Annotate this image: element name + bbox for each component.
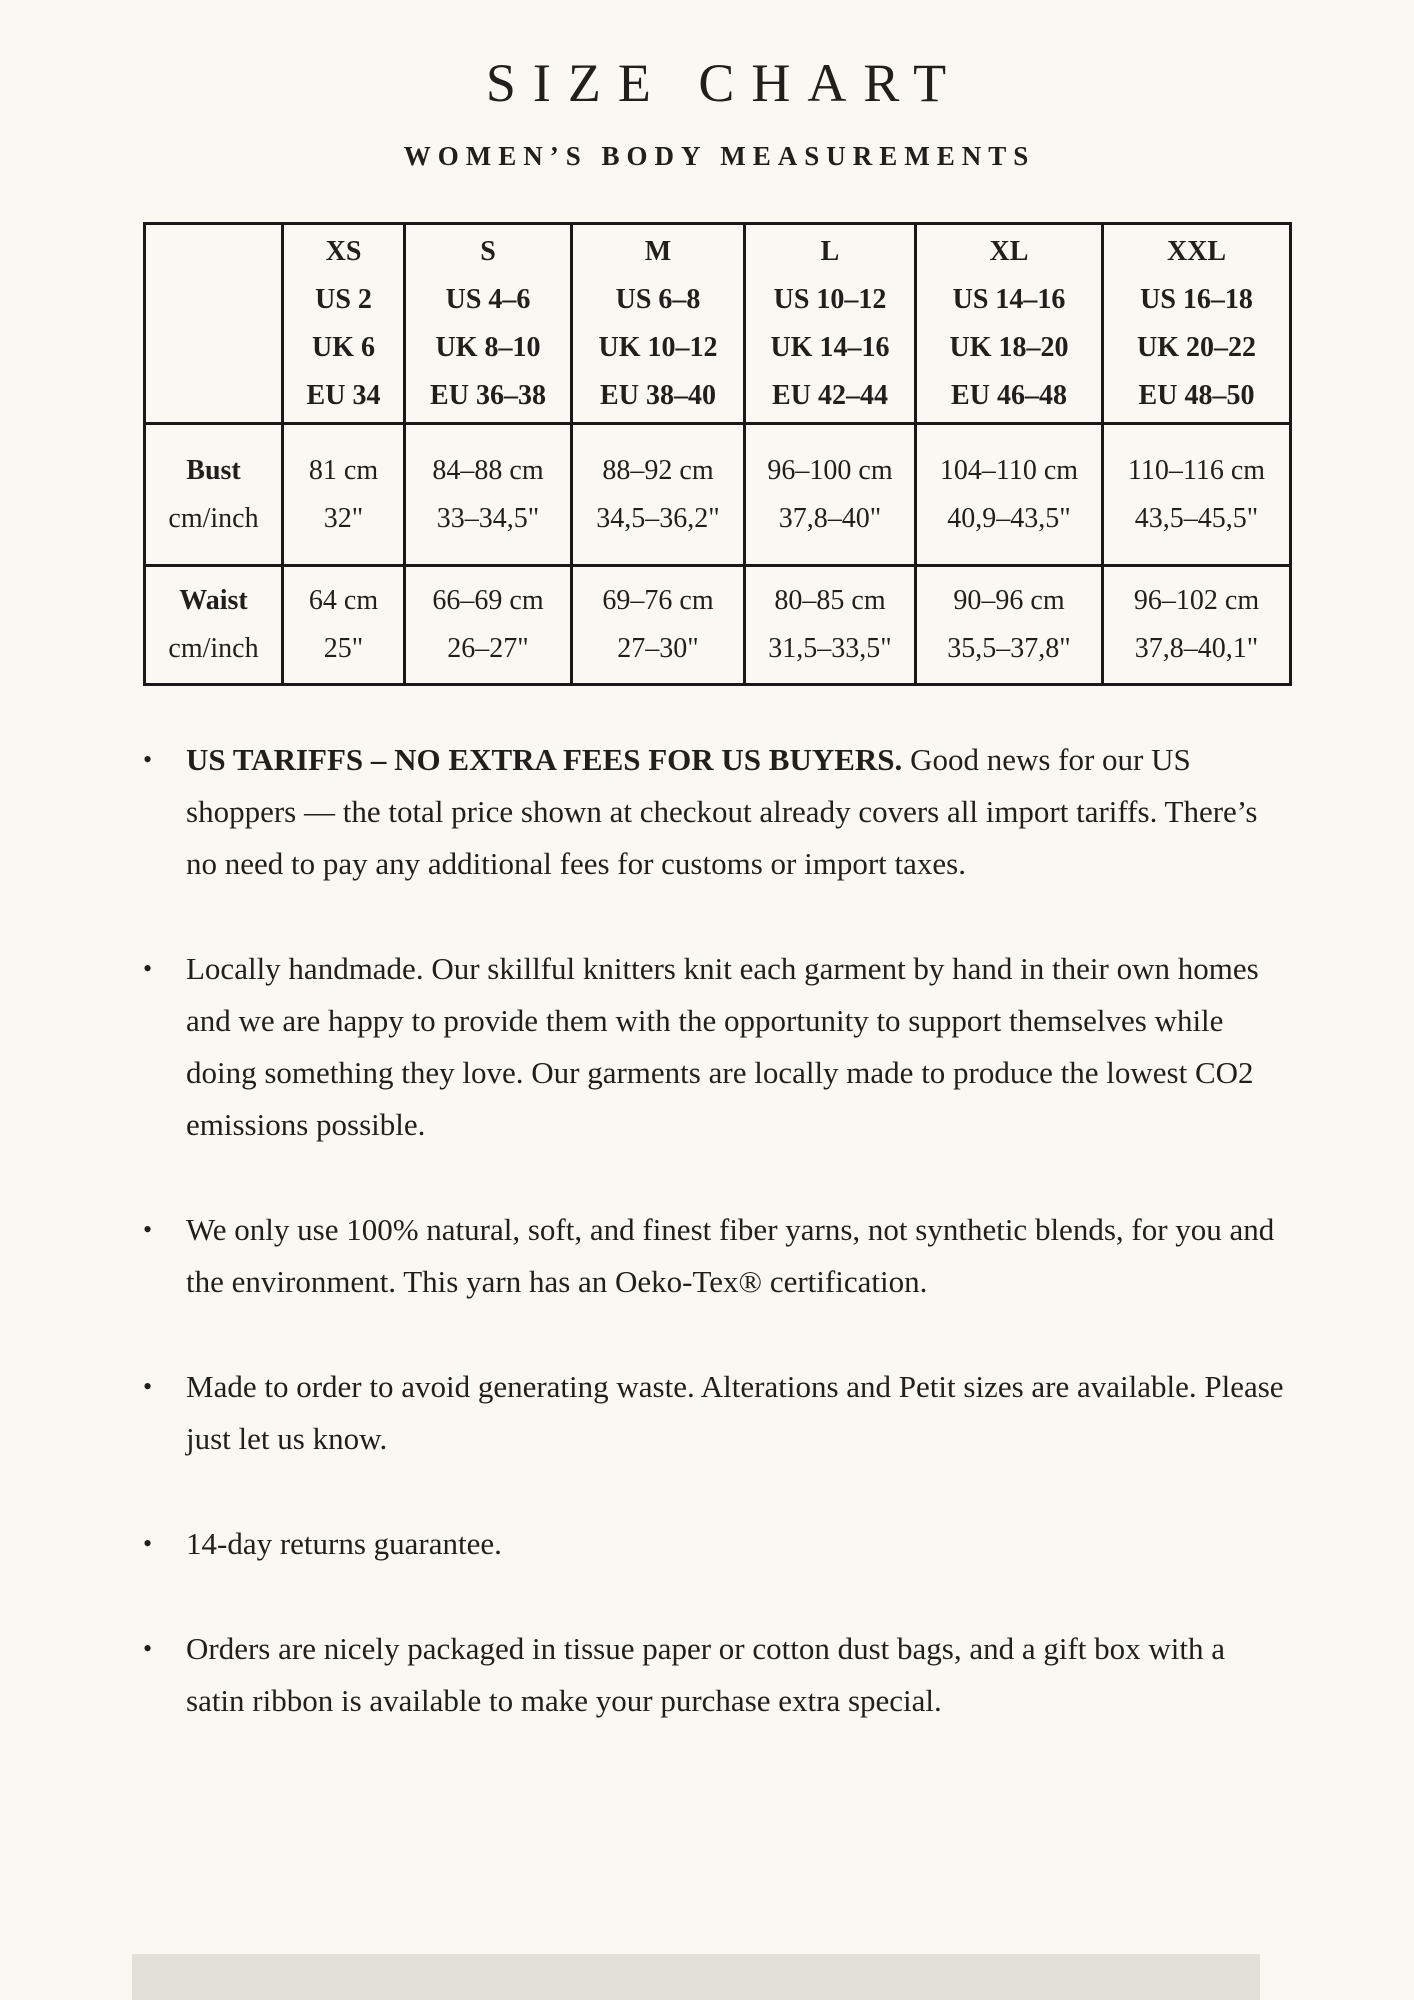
uk-size: UK 18–20 <box>949 331 1069 363</box>
bullet-body: We only use 100% natural, soft, and finest fiber yarns, not synthetic blends, for you and the environment. This yarn has an Oeko-Tex® certification. <box>186 1212 1275 1299</box>
size-column-header-m <box>572 224 745 424</box>
bullet-body: Made to order to avoid generating waste. Alterations and Petit sizes are available. Please just let us know. <box>186 1369 1284 1456</box>
size-name: XL <box>989 235 1029 267</box>
next-section-partial-band <box>132 1954 1260 2000</box>
bullet-item-packaging <box>143 1623 1289 1727</box>
us-size: US 14–16 <box>952 283 1066 315</box>
cm-value: 64 cm <box>308 585 379 616</box>
eu-size: EU 48–50 <box>1138 379 1255 411</box>
bust-cell-xxl <box>1103 424 1291 566</box>
size-column-header-xxl <box>1103 224 1291 424</box>
bust-cell-s <box>405 424 572 566</box>
eu-size: EU 38–40 <box>600 379 716 411</box>
size-chart-table <box>143 222 1292 686</box>
bust-cell-xl <box>916 424 1103 566</box>
inch-value: 33–34,5" <box>436 502 540 534</box>
cm-value: 80–85 cm <box>774 585 886 616</box>
table-header-row <box>145 224 1291 424</box>
size-column-header-xl <box>916 224 1103 424</box>
table-corner-cell <box>145 224 283 424</box>
uk-size: UK 10–12 <box>598 331 718 363</box>
size-name: XS <box>325 235 362 267</box>
waist-cell-m <box>572 566 745 685</box>
cm-value: 90–96 cm <box>953 585 1065 616</box>
bullet-item-natural-yarns <box>143 1204 1289 1308</box>
waist-cell-xl <box>916 566 1103 685</box>
inch-value: 27–30" <box>617 633 699 664</box>
bullet-bold-lead: US TARIFFS – NO EXTRA FEES FOR US BUYERS. <box>186 742 903 777</box>
bullet-text <box>186 943 1289 1151</box>
bullet-text <box>186 1361 1289 1465</box>
cm-value: 96–102 cm <box>1133 585 1260 616</box>
waist-row-label-cell <box>145 566 283 685</box>
row-unit: cm/inch <box>168 633 259 664</box>
inch-value: 26–27" <box>447 633 529 664</box>
inch-value: 40,9–43,5" <box>947 502 1071 534</box>
inch-value: 35,5–37,8" <box>947 633 1071 664</box>
eu-size: EU 46–48 <box>951 379 1067 411</box>
bullet-dot-icon: • <box>143 1634 153 1663</box>
content-column <box>143 0 1289 1780</box>
inch-value: 43,5–45,5" <box>1134 502 1259 534</box>
bullet-body: Good news for our US shoppers — the total price shown at checkout already covers all import tariffs. There’s no need to pay any additional fees for customs or import taxes. <box>186 742 1258 881</box>
size-name: S <box>480 235 496 267</box>
us-size: US 2 <box>315 283 372 315</box>
cm-value: 66–69 cm <box>432 585 544 616</box>
cm-value: 81 cm <box>308 454 379 486</box>
us-size: US 6–8 <box>615 283 701 315</box>
eu-size: EU 36–38 <box>430 379 546 411</box>
bust-cell-l <box>745 424 916 566</box>
inch-value: 34,5–36,2" <box>596 502 720 534</box>
bullet-text <box>186 734 1289 890</box>
bullet-body: 14-day returns guarantee. <box>186 1526 502 1561</box>
row-label: Waist <box>179 585 248 616</box>
eu-size: EU 34 <box>306 379 381 411</box>
bullet-dot-icon: • <box>143 745 153 774</box>
row-unit: cm/inch <box>168 502 259 534</box>
row-label: Bust <box>186 454 241 486</box>
waist-row <box>145 566 1291 685</box>
eu-size: EU 42–44 <box>772 379 888 411</box>
bullet-dot-icon: • <box>143 1215 153 1244</box>
waist-cell-l <box>745 566 916 685</box>
inch-value: 37,8–40,1" <box>1134 633 1259 664</box>
uk-size: UK 14–16 <box>770 331 890 363</box>
bust-cell-m <box>572 424 745 566</box>
bullet-body: Locally handmade. Our skillful knitters knit each garment by hand in their own homes and we are happy to provide them with the opportunity to support themselves while doing something they love. Our garments are locally made to produce the lowest CO2 emissions possible. <box>186 951 1259 1142</box>
info-bullet-list <box>143 734 1289 1727</box>
bullet-dot-icon: • <box>143 954 153 983</box>
cm-value: 110–116 cm <box>1127 454 1266 486</box>
cm-value: 96–100 cm <box>767 454 893 486</box>
size-column-header-l <box>745 224 916 424</box>
bust-cell-xs <box>283 424 405 566</box>
us-size: US 10–12 <box>773 283 887 315</box>
cm-value: 104–110 cm <box>939 454 1079 486</box>
waist-cell-s <box>405 566 572 685</box>
uk-size: UK 8–10 <box>435 331 541 363</box>
size-name: M <box>644 235 672 267</box>
bullet-item-us-tariffs <box>143 734 1289 890</box>
bullet-dot-icon: • <box>143 1529 153 1558</box>
cm-value: 84–88 cm <box>432 454 544 486</box>
bust-row <box>145 424 1291 566</box>
bullet-item-returns-guarantee <box>143 1518 1289 1570</box>
bullet-item-locally-handmade <box>143 943 1289 1151</box>
size-name: L <box>820 235 840 267</box>
size-column-header-xs <box>283 224 405 424</box>
size-name: XXL <box>1166 235 1227 267</box>
bust-row-label-cell <box>145 424 283 566</box>
bullet-text <box>186 1623 1289 1727</box>
cm-value: 69–76 cm <box>602 585 714 616</box>
us-size: US 16–18 <box>1140 283 1253 315</box>
inch-value: 25" <box>323 633 364 664</box>
size-column-header-s <box>405 224 572 424</box>
waist-cell-xs <box>283 566 405 685</box>
us-size: US 4–6 <box>445 283 531 315</box>
uk-size: UK 6 <box>312 331 375 363</box>
inch-value: 37,8–40" <box>778 502 882 534</box>
inch-value: 32" <box>323 502 364 534</box>
uk-size: UK 20–22 <box>1137 331 1256 363</box>
cm-value: 88–92 cm <box>602 454 714 486</box>
waist-cell-xxl <box>1103 566 1291 685</box>
page-subtitle: WOMEN’S BODY MEASUREMENTS <box>403 141 1036 171</box>
inch-value: 31,5–33,5" <box>768 633 892 664</box>
bullet-text <box>186 1204 1289 1308</box>
bullet-text <box>186 1518 1289 1570</box>
bullet-dot-icon: • <box>143 1372 153 1401</box>
bullet-body: Orders are nicely packaged in tissue paper or cotton dust bags, and a gift box with a satin ribbon is available to make your purchase extra special. <box>186 1631 1226 1718</box>
bullet-item-made-to-order <box>143 1361 1289 1465</box>
page-title: SIZE CHART <box>485 53 964 113</box>
